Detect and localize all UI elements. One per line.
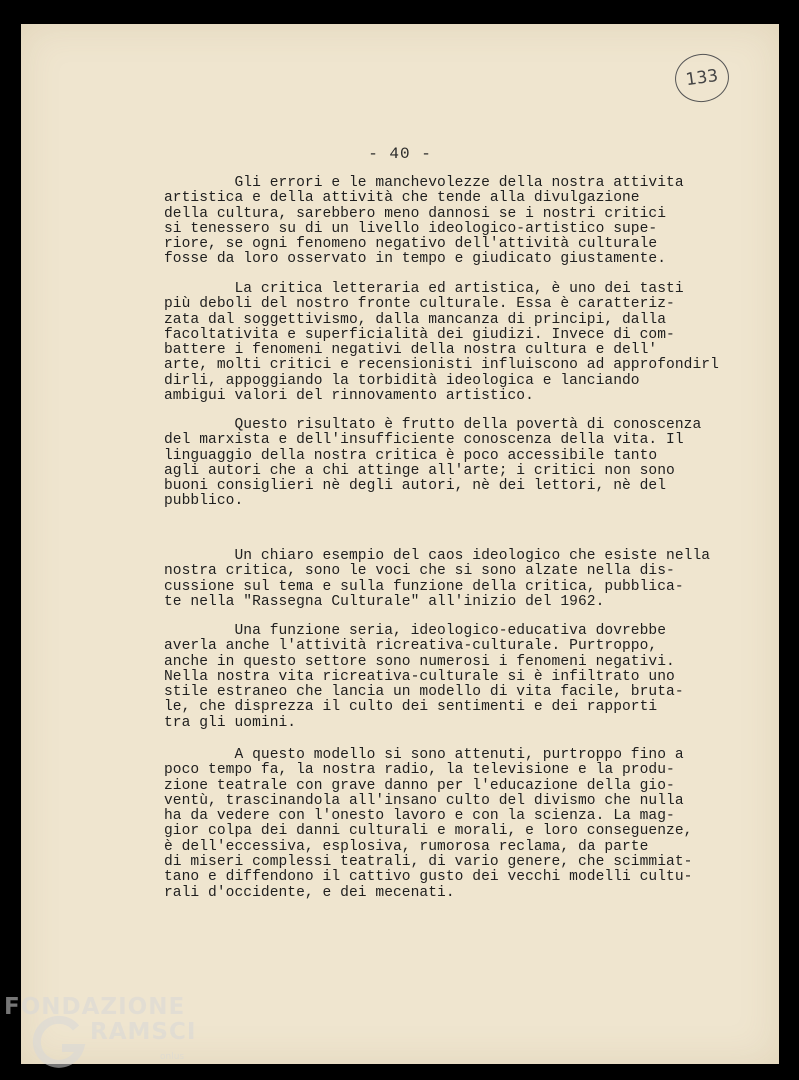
watermark-line-2: RAMSCI [90, 1019, 197, 1045]
watermark-line-1: FONDAZIONE [4, 994, 186, 1020]
archive-stamp: 133 [672, 50, 732, 105]
paragraph-2: La critica letteraria ed artistica, è uno dei tasti più deboli del nostro fronte culturale. Essa è caratteriz- zata dal soggettivismo, dalla mancanza di principi, dalla facoltativita e superficialità dei giudizi. Invece di com- battere i fenomeni negativi della nostra cultura e dell' arte, molti critici e recensionisti influiscono ad approfondirl dirli, appoggiando la torbidità ideologica e lanciando ambigui valori del rinnovamento artistico. [164, 281, 719, 405]
paragraph-1: Gli errori e le manchevolezze della nostra attivita artistica e della attività che tende alla divulgazione della cultura, sarebbero meno dannosi se i nostri critici si tenessero su di un livello ideologico-artistico supe- riore, se ogni fenomeno negativo dell'attività culturale fosse da loro osservato in tempo e giudicato giustamente. [164, 175, 684, 268]
paragraph-5: Una funzione seria, ideologico-educativa dovrebbe averla anche l'attività ricreativa-culturale. Purtroppo, anche in questo settore sono numerosi i fenomeni negativi. Nella nostra vita ricreativa-culturale si è infiltrato uno stile estraneo che lancia un modello di vita facile, bruta- le, che disprezza il culto dei sentimenti e dei rapporti tra gli uomini. [164, 623, 684, 731]
paragraph-3: Questo risultato è frutto della povertà di conoscenza del marxista e dell'insufficiente conoscenza della vita. Il linguaggio della nostra critica è poco accessibile tanto agli autori che a chi attinge all'arte; i critici non sono buoni consiglieri nè degli autori, nè dei lettori, nè del pubblico. [164, 417, 702, 510]
watermark-line-3: onlus [160, 1052, 185, 1062]
gramsci-g-logo-icon [30, 1014, 88, 1072]
page-number: - 40 - [368, 145, 432, 163]
paragraph-6: A questo modello si sono attenuti, purtroppo fino a poco tempo fa, la nostra radio, la televisione e la produ- zione teatrale con grave danno per l'educazione della gio- ventù, trascinandola all'insano culto del divismo che nulla ha da vedere con l'onesto lavoro e con la scienza. La mag- gior colpa dei danni culturali e morali, e loro conseguenze, è dell'eccessiva, esplosiva, rumorosa reclama, da parte di miseri complessi teatrali, di vario genere, che scimmiat- tano e diffendono il cattivo gusto dei vecchi modelli cultu- rali d'occidente, e dei mecenati. [164, 747, 693, 901]
fondazione-gramsci-watermark [0, 990, 200, 1080]
document-page [21, 24, 779, 1064]
paragraph-4: Un chiaro esempio del caos ideologico che esiste nella nostra critica, sono le voci che si sono alzate nella dis- cussione sul tema e sulla funzione della critica, pubblica- te nella "Rassegna Culturale" all'inizio del 1962. [164, 548, 711, 610]
